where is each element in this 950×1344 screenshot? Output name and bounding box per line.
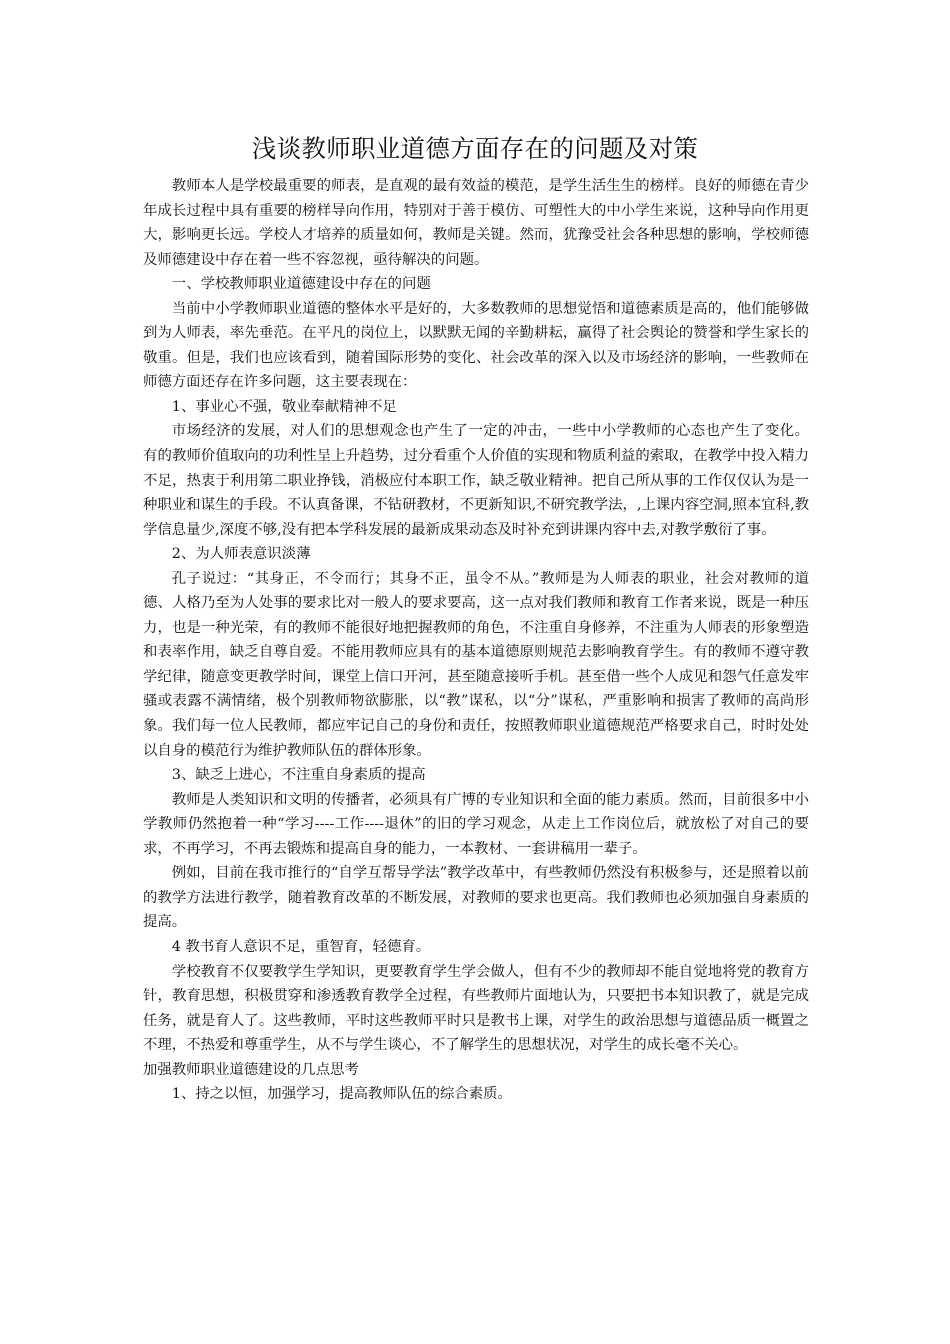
document-body xyxy=(143,174,809,1107)
suggestion-1: 1、持之以恒，加强学习，提高教师队伍的综合素质。 xyxy=(171,1086,512,1103)
paragraph-1: 市场经济的发展，对人们的思想观念也产生了一定的冲击，一些中小学教师的心态也产生了变化。 有的教师价值取向的功利性呈上升趋势，过分看重个人价值的实现和物质利益的索取，在教学中投入精力不足，热衷于利用第二职业挣钱，消极应付本职工作，缺乏敬业精神。把自己所从事的工作仅仅认为是一种职业和谋生的手段。不认真备课，不钻研教材，不更新知识,不研究教学法，,上课内容空洞,照本宜科,教学信息量少,深度不够,没有把本学科发展的最新成果动态及时补充到讲课内容中去,对教学敷衍了事。 xyxy=(143,423,809,538)
subheading-3: 3、缺乏上进心，不注重自身素质的提高 xyxy=(171,767,426,784)
document-title: 浅谈教师职业道德方面存在的问题及对策 xyxy=(251,134,699,163)
section-heading-problems: 一、学校教师职业道德建设中存在的问题 xyxy=(171,276,431,293)
subheading-1: 1、事业心不强，敬业奉献精神不足 xyxy=(171,398,397,415)
paragraph-4: 学校教育不仅要教学生学知识，更要教育学生学会做人，但有不少的教师却不能自觉地将党的教育方针，教育思想，积极贯穿和渗透教育教学全过程，有些教师片面地认为，只要把书本知识教了，就是完成任务，就是育人了。这些教师，平时这些教师平时只是教书上课，对学生的政治思想与道德品质一概置之不理，不热爱和尊重学生，从不与学生谈心，不了解学生的思想状况，对学生的成长毫不关心。 xyxy=(143,963,809,1054)
subheading-2: 2、为人师表意识淡薄 xyxy=(171,546,311,563)
subheading-4: 4 教书育人意识不足，重智育，轻德育。 xyxy=(171,938,431,955)
paragraph-3a: 教师是人类知识和文明的传播者，必须具有广博的专业知识和全面的能力素质。然而，目前很多中小学教师仍然抱着一种“学习----工作----退休”的旧的学习观念，从走上工作岗位后，就放松了对自己的要求，不再学习，不再去锻炼和提高自身的能力，一本教材、一套讲稿用一辈子。 xyxy=(143,791,809,857)
paragraph-overview: 当前中小学教师职业道德的整体水平是好的，大多数教师的思想觉悟和道德素质是高的，他们能够做到为人师表，率先垂范。在平凡的岗位上，以默默无闻的辛勤耕耘，赢得了社会舆论的赞誉和学生家长的敬重。但是，我们也应该看到，随着国际形势的变化、社会改革的深入以及市场经济的影响，一些教师在师德方面还存在许多问题，这主要表现在： xyxy=(143,300,809,391)
intro-paragraph: 教师本人是学校最重要的师表，是直观的最有效益的模范，是学生活生生的榜样。良好的师德在青少年成长过程中具有重要的榜样导向作用，特别对于善于模仿、可塑性大的中小学生来说，这种导向作用更大，影响更长远。学校人才培养的质量如何，教师是关键。然而，犹豫受社会各种思想的影响，学校师德及师德建设中存在着一些不容忽视，亟待解决的问题。 xyxy=(143,178,809,268)
paragraph-2: 孔子说过：“其身正，不令而行；其身不正，虽令不从。”教师是为人师表的职业，社会对教师的道德、人格乃至为人处事的要求比对一般人的要求要高，这一点对我们教师和教育工作者来说，既是一种压力，也是一种光荣，有的教师不能很好地把握教师的角色，不注重自身修养，不注重为人师表的形象塑造和表率作用，缺乏自尊自爱。不能用教师应具有的基本道德原则规范去影响教育学生。有的教师不遵守教学纪律，随意变更教学时间，课堂上信口开河，甚至随意接听手机。甚至借一些个人成见和怨气任意发牢骚或表露不满情绪，极个别教师物欲膨胀，以“教”谋私，以“分”谋私，严重影响和损害了教师的高尚形象。我们每一位人民教师，都应牢记自己的身份和责任，按照教师职业道德规范严格要求自己，时时处处以自身的模范行为维护教师队伍的群体形象。 xyxy=(143,570,809,759)
paragraph-3b: 例如，目前在我市推行的“自学互帮导学法”教学改革中，有些教师仍然没有积极参与，还是照着以前的教学方法进行教学，随着教育改革的不断发展，对教师的要求也更高。我们教师也必须加强自身素质的提高。 xyxy=(143,865,809,931)
section-heading-suggestions: 加强教师职业道德建设的几点思考 xyxy=(143,1061,359,1078)
